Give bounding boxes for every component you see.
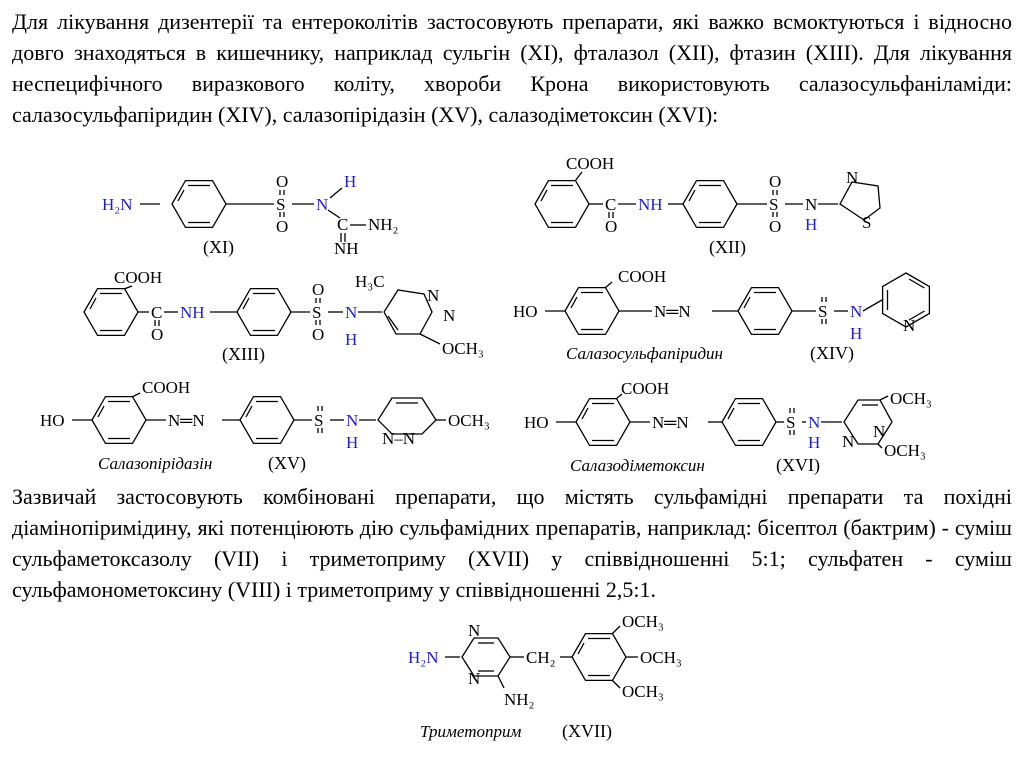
xii-o-atom: O bbox=[605, 217, 618, 236]
xi-label: (XI) bbox=[203, 237, 234, 257]
xvi-azo: N═N bbox=[652, 413, 689, 432]
xvii-ring-n2: N bbox=[468, 669, 481, 688]
xvi-label: (XVI) bbox=[776, 455, 820, 475]
xi-n-atom: N bbox=[316, 195, 329, 214]
structure-xiii bbox=[84, 268, 484, 365]
xiii-o-atom: O bbox=[151, 325, 164, 344]
structure-xi bbox=[102, 172, 398, 258]
xvi-och3-top: OCH₃ bbox=[890, 389, 932, 408]
xii-o-top: O bbox=[769, 172, 782, 191]
xi-nh2-right: NH₂ bbox=[368, 215, 399, 234]
xi-c-atom: C bbox=[337, 215, 349, 234]
xii-nh: NH bbox=[638, 195, 663, 214]
xii-ring-n: N bbox=[846, 168, 859, 187]
xvi-ring-n2: N bbox=[873, 422, 886, 441]
xvii-ch2: CH₂ bbox=[526, 648, 556, 667]
structure-xvi bbox=[524, 379, 932, 476]
xvi-s-atom: S bbox=[786, 413, 796, 432]
xiii-o-bottom: O bbox=[312, 325, 325, 344]
xvi-ring-n1: N bbox=[842, 432, 855, 451]
structure-xii bbox=[535, 154, 880, 258]
xiii-ring-n1: N bbox=[427, 286, 440, 305]
xvii-och3-1: OCH₃ bbox=[622, 612, 664, 631]
xiv-label: (XIV) bbox=[810, 343, 854, 363]
xiv-cooh: COOH bbox=[618, 267, 667, 286]
xiv-azo: N═N bbox=[654, 302, 691, 321]
xv-azo: N═N bbox=[168, 411, 205, 430]
xii-ring-s: S bbox=[862, 213, 872, 232]
xii-h-atom: H bbox=[805, 215, 818, 234]
xiii-och3: OCH₃ bbox=[442, 339, 484, 358]
xiii-n-atom: N bbox=[345, 303, 358, 322]
xv-och3: OCH₃ bbox=[448, 411, 490, 430]
xii-n-atom: N bbox=[805, 195, 818, 214]
xv-label: (XV) bbox=[268, 453, 306, 473]
xv-ho: HO bbox=[40, 411, 65, 430]
xv-nn: N‒N bbox=[382, 429, 416, 448]
structure-xv bbox=[40, 378, 490, 474]
xvi-caption: Салазодіметоксин bbox=[570, 456, 705, 475]
xvi-h-atom: H bbox=[808, 433, 821, 452]
xiv-h-atom: H bbox=[850, 324, 863, 343]
combination-paragraph: Зазвичай застосовують комбіновані препарати, що містять сульфамідні препарати та похідні діамінопіримідину, які потенціюють дію сульфамідних препаратів, наприклад: бісептол (бактрим) - суміш сульфаметоксазолу (VII) і триметоприму (XVII) у співвідношенні 5:1; сульфатен - суміш сульфамонометоксину (VIII) і триметоприму у співвідношенні 2,5:1. bbox=[12, 484, 1012, 602]
xi-h2n-group: H₂N bbox=[102, 195, 133, 214]
xiii-h-atom: H bbox=[345, 330, 358, 349]
xi-nh-bottom: NH bbox=[334, 239, 359, 258]
xvii-h2n: H₂N bbox=[408, 648, 439, 667]
xvi-ho: HO bbox=[524, 413, 549, 432]
xv-h-atom: H bbox=[346, 433, 359, 452]
xi-h-atom: H bbox=[344, 172, 357, 191]
xvii-och3-2: OCH₃ bbox=[640, 648, 682, 667]
xv-caption: Салазопірідазін bbox=[98, 454, 213, 473]
intro-paragraph: Для лікування дизентерії та ентероколітів застосовують препарати, які важко всмоктуються і відносно довго знаходяться в кишечнику, наприклад сульгін (XI), фталазол (XII), фтазин (XIII). Для лікування неспецифічного виразкового коліту, хвороби Крона використовують салазосульфаніламіди: салазосульфапіридин (XIV), салазопірідазін (XV), салазодіметоксин (XVI): bbox=[12, 9, 1012, 127]
xiv-n-atom: N bbox=[850, 302, 863, 321]
xv-cooh: COOH bbox=[142, 378, 191, 397]
xi-o-bottom: O bbox=[276, 217, 289, 236]
xiii-nh: NH bbox=[180, 303, 205, 322]
xvi-cooh: COOH bbox=[621, 379, 670, 398]
xiii-c-atom: C bbox=[151, 303, 163, 322]
xvii-ring-n1: N bbox=[468, 621, 481, 640]
xiv-s-atom: S bbox=[818, 302, 828, 321]
structure-xvii bbox=[408, 612, 682, 742]
xiii-h3c: H₃C bbox=[355, 272, 385, 291]
xiii-label: (XIII) bbox=[222, 344, 265, 364]
xiii-cooh: COOH bbox=[114, 268, 163, 287]
xii-label: (XII) bbox=[709, 237, 746, 257]
structure-xiv bbox=[513, 267, 929, 364]
xvii-label: (XVII) bbox=[562, 721, 612, 741]
xv-s-atom: S bbox=[314, 411, 324, 430]
xiv-caption: Салазосульфапіридин bbox=[566, 344, 723, 363]
xiii-o-top: O bbox=[312, 280, 325, 299]
xii-cooh: COOH bbox=[566, 154, 615, 173]
xiv-ho: HO bbox=[513, 302, 538, 321]
xi-o-top: O bbox=[276, 172, 289, 191]
xvi-n-atom: N bbox=[808, 413, 821, 432]
xiii-ring-n2: N bbox=[443, 306, 456, 325]
xiii-s-atom: S bbox=[312, 303, 322, 322]
xvi-och3-bottom: OCH₃ bbox=[884, 441, 926, 460]
xvii-caption: Триметоприм bbox=[420, 722, 522, 741]
xv-n-atom: N bbox=[346, 411, 359, 430]
xvii-nh2: NH₂ bbox=[504, 690, 535, 709]
xii-o-bottom: O bbox=[769, 217, 782, 236]
xiv-ring-n: N bbox=[903, 316, 916, 335]
xi-s-atom: S bbox=[276, 195, 286, 214]
xvii-och3-3: OCH₃ bbox=[622, 682, 664, 701]
xii-s-atom: S bbox=[769, 195, 779, 214]
xii-c-atom: C bbox=[605, 195, 617, 214]
